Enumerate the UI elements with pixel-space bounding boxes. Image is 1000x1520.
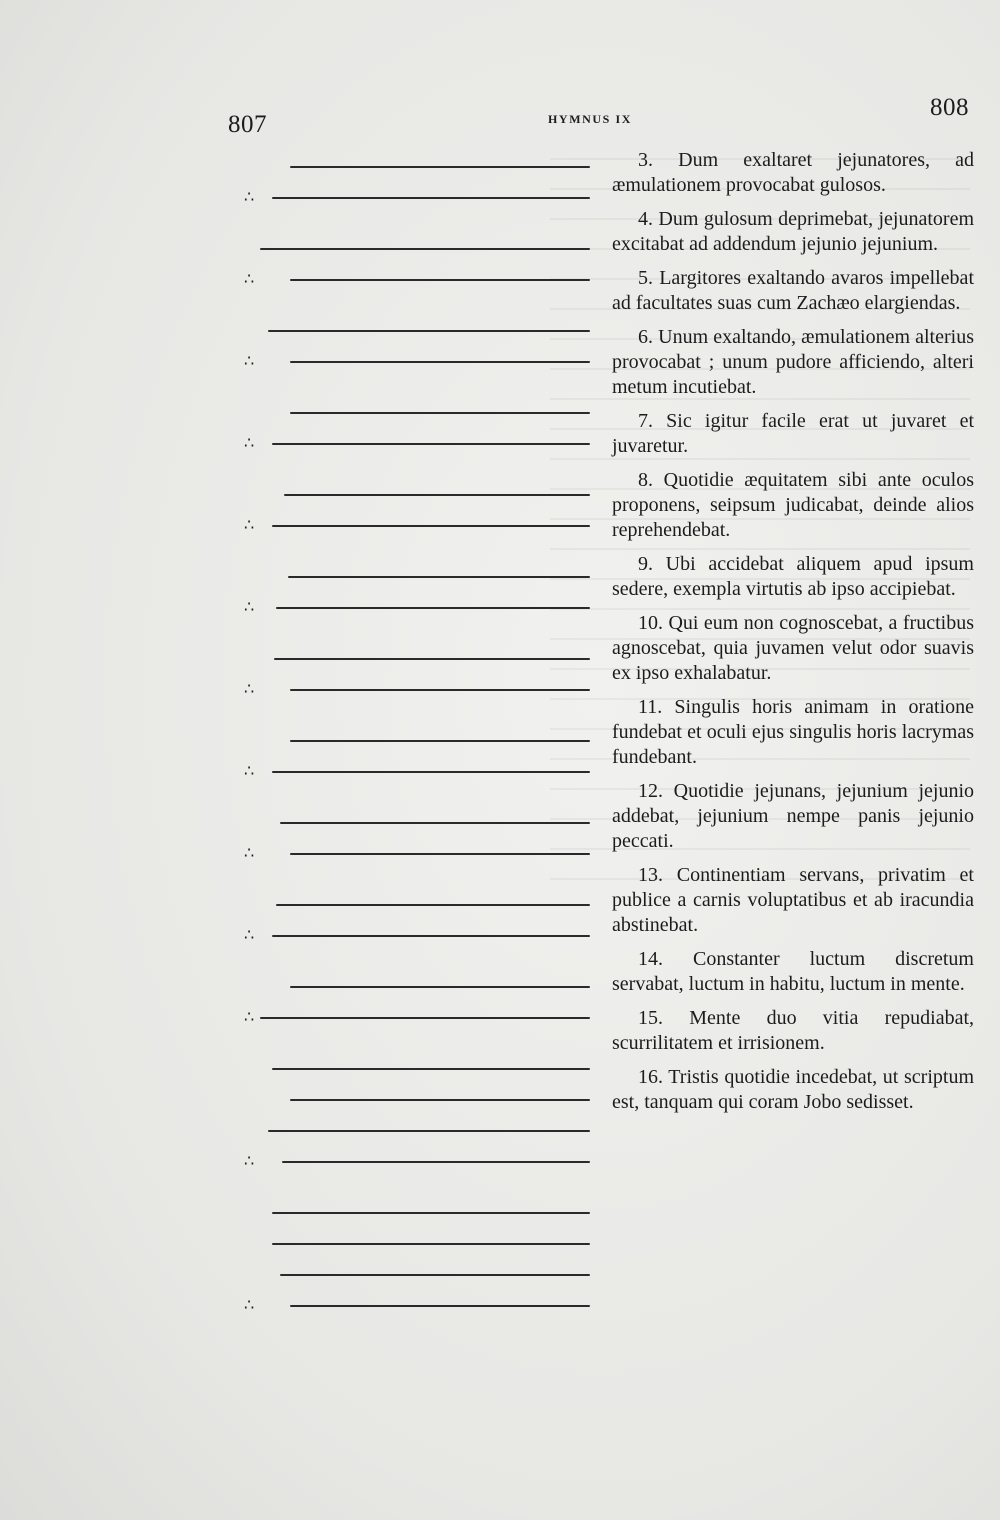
stanza-end-mark-icon: ∴ [244,517,255,534]
stanza-end-mark-icon: ∴ [244,1297,255,1314]
syriac-line [238,478,610,509]
verse-15: 15. Mente duo vitia repudiabat, scurrilitatem et irrisionem. [612,1007,974,1054]
syriac-line [238,396,610,427]
syriac-line [238,1196,610,1227]
stanza-gap [238,1176,610,1196]
syriac-line [238,509,610,540]
stanza-end-mark-icon: ∴ [244,927,255,944]
syriac-stanza [238,724,610,806]
stanza-gap [238,376,610,396]
syriac-text-column [238,150,610,1340]
syriac-line [238,919,610,950]
syriac-line [238,1145,610,1176]
syriac-line [238,427,610,458]
latin-translation-column [612,148,974,1124]
syriac-line [238,150,610,181]
running-title: HYMNUS IX [548,112,633,126]
verse-13: 13. Continentiam servans, privatim et publice a carnis voluptatibus et ab iracundia abstinebat. [612,864,974,936]
syriac-line [238,1258,610,1289]
verse-7: 7. Sic igitur facile erat ut juvaret et juvaretur. [612,410,974,457]
stanza-gap [238,212,610,232]
syriac-line [238,1114,610,1145]
verse-9: 9. Ubi accidebat aliquem apud ipsum sedere, exempla virtutis ab ipso accipiebat. [612,553,974,600]
stanza-end-mark-icon: ∴ [244,681,255,698]
syriac-stanza [238,150,610,232]
syriac-stanza [238,396,610,478]
syriac-line [238,673,610,704]
syriac-stanza [238,1052,610,1196]
stanza-gap [238,1032,610,1052]
stanza-gap [238,458,610,478]
syriac-line [238,806,610,837]
stanza-end-mark-icon: ∴ [244,271,255,288]
syriac-line [238,232,610,263]
syriac-line [238,642,610,673]
syriac-line [238,837,610,868]
verse-3: 3. Dum exaltaret jejunatores, ad æmulationem provocabat gulosos. [612,149,974,196]
stanza-end-mark-icon: ∴ [244,763,255,780]
syriac-line [238,314,610,345]
syriac-line [238,560,610,591]
syriac-line [238,970,610,1001]
syriac-stanza [238,232,610,314]
stanza-end-mark-icon: ∴ [244,435,255,452]
syriac-line [238,755,610,786]
stanza-end-mark-icon: ∴ [244,353,255,370]
syriac-stanza [238,478,610,560]
syriac-line [238,591,610,622]
syriac-line [238,263,610,294]
syriac-line [238,1052,610,1083]
syriac-line [238,1001,610,1032]
stanza-end-mark-icon: ∴ [244,845,255,862]
verse-12: 12. Quotidie jejunans, jejunium jejunio addebat, jejunium nempe panis jejunio peccati. [612,780,974,852]
verse-8: 8. Quotidie æquitatem sibi ante oculos proponens, seipsum judicabat, deinde alios reprehendebat. [612,469,974,541]
stanza-gap [238,540,610,560]
verse-5: 5. Largitores exaltando avaros impellebat ad facultates suas cum Zachæo elargiendas. [612,267,974,314]
stanza-gap [238,294,610,314]
syriac-stanza [238,806,610,888]
stanza-gap [238,622,610,642]
verse-6: 6. Unum exaltando, æmulationem alterius provocabat ; unum pudore afficiendo, alteri metum incutiebat. [612,326,974,398]
syriac-stanza [238,970,610,1052]
verse-16: 16. Tristis quotidie incedebat, ut scriptum est, tanquam qui coram Jobo sedisset. [612,1066,974,1113]
stanza-gap [238,704,610,724]
stanza-end-mark-icon: ∴ [244,599,255,616]
syriac-line [238,1083,610,1114]
syriac-line [238,724,610,755]
stanza-end-mark-icon: ∴ [244,189,255,206]
stanza-gap [238,786,610,806]
verse-4: 4. Dum gulosum deprimebat, jejunatorem excitabat ad addendum jejunio jejunium. [612,208,974,255]
stanza-end-mark-icon: ∴ [244,1153,255,1170]
stanza-end-mark-icon: ∴ [244,1009,255,1026]
syriac-stanza [238,1196,610,1340]
stanza-gap [238,1320,610,1340]
syriac-line [238,888,610,919]
syriac-stanza [238,560,610,642]
syriac-line [238,181,610,212]
syriac-stanza [238,888,610,970]
right-page-number: 808 [930,94,969,121]
verse-11: 11. Singulis horis animam in oratione fundebat et oculi ejus singulis horis lacrymas fundebant. [612,696,974,768]
syriac-line [238,345,610,376]
syriac-line [238,1289,610,1320]
syriac-stanza [238,642,610,724]
syriac-stanza [238,314,610,396]
stanza-gap [238,950,610,970]
stanza-gap [238,868,610,888]
verse-10: 10. Qui eum non cognoscebat, a fructibus agnoscebat, quia juvamen velut odor suavis ex ipso exhalabatur. [612,612,974,684]
syriac-line [238,1227,610,1258]
verse-14: 14. Constanter luctum discretum servabat, luctum in habitu, luctum in mente. [612,948,974,995]
left-page-number: 807 [228,111,267,138]
